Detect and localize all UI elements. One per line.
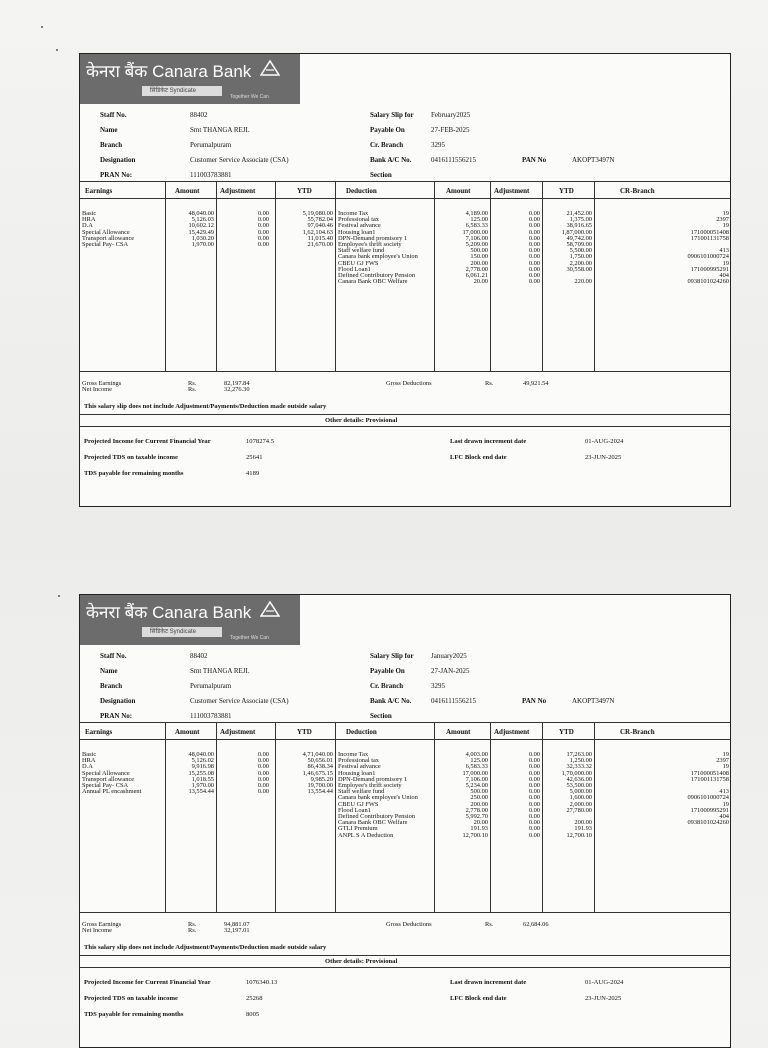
divider xyxy=(80,967,730,968)
th-ytd-deduction: YTD xyxy=(559,187,574,195)
section-label: Section xyxy=(370,171,392,179)
salary-slip-february xyxy=(79,53,731,507)
name-value: Smt THANGA REJI. xyxy=(190,667,250,675)
payable-on-value: 27-JAN-2025 xyxy=(431,667,470,675)
lfc-block-value: 23-JUN-2025 xyxy=(585,995,622,1002)
tds-remaining-value: 8005 xyxy=(246,1011,260,1018)
col-divider xyxy=(275,181,276,371)
bank-name: Canara Bank xyxy=(152,603,252,622)
gross-deductions-label: Gross Deductions xyxy=(386,380,432,387)
deduction-names: Income Tax Professional tax Festival advance Housing loan1 DPN-Demand promisory 1 Employee's thrift society Staff welfare fund Canara bank employee's Union CBEU GJ FWS Flood Loan1 Defined Contributory Pension Canara Bank OBC Welfare xyxy=(338,210,418,286)
rs-label-net: Rs. xyxy=(188,386,197,393)
th-amount: Amount xyxy=(175,728,200,736)
divider xyxy=(80,414,730,415)
branch-value: Perumalpuram xyxy=(190,141,232,149)
gross-earnings-value: 82,197.84 xyxy=(224,380,250,387)
rs-label: Rs. xyxy=(188,921,197,928)
disclaimer-text: This salary slip does not include Adjustment/Payments/Deduction made outside salary xyxy=(84,944,327,951)
bank-name: Canara Bank xyxy=(152,62,252,81)
th-adjustment-deduction: Adjustment xyxy=(494,728,530,736)
tds-remaining-value: 4189 xyxy=(246,470,260,477)
salary-slip-january xyxy=(79,594,731,1048)
rs-label-deductions: Rs. xyxy=(485,921,494,928)
syndicate-badge: सिंडिकेट Syndicate xyxy=(142,627,222,637)
syndicate-badge: सिंडिकेट Syndicate xyxy=(142,86,222,96)
th-amount-deduction: Amount xyxy=(446,728,471,736)
scan-speck xyxy=(56,49,58,51)
pran-label: PRAN No: xyxy=(100,171,133,179)
tds-remaining-label: TDS payable for remaining months xyxy=(84,1011,184,1018)
name-value: Smt THANGA REJI. xyxy=(190,126,250,134)
earnings-adjustments: 0.00 0.00 0.00 0.00 0.00 0.00 0.00 xyxy=(257,751,269,796)
cr-branch-value: 3295 xyxy=(431,141,445,149)
th-amount-deduction: Amount xyxy=(446,187,471,195)
designation-value: Customer Service Associate (CSA) xyxy=(190,697,289,705)
tds-remaining-label: TDS payable for remaining months xyxy=(84,470,184,477)
last-increment-value: 01-AUG-2024 xyxy=(585,438,624,445)
col-divider xyxy=(165,181,166,371)
pan-label: PAN No xyxy=(522,156,547,164)
deduction-names: Income Tax Professional tax Festival advance Housing loan1 DPN-Demand promisory 1 Employee's thrift society Staff welfare fund Canara bank employee's Union CBEU GJ FWS Flood Loan1 Defined Contributory Pension Canara Bank OBC Welfare GTLI Premium ANPL S A Deduction xyxy=(338,751,418,839)
disclaimer-text: This salary slip does not include Adjustment/Payments/Deduction made outside salary xyxy=(84,403,327,410)
canara-logo-icon xyxy=(260,60,280,76)
th-ytd: YTD xyxy=(297,728,312,736)
gross-deductions-value: 62,684.06 xyxy=(523,921,549,928)
divider xyxy=(80,426,730,427)
net-income-label: Net Income xyxy=(82,927,112,934)
projected-tds-value: 25641 xyxy=(246,454,263,461)
projected-tds-value: 25268 xyxy=(246,995,263,1002)
th-ytd-deduction: YTD xyxy=(559,728,574,736)
deduction-amounts: 4,189.00 125.00 6,583.33 17,000.00 7,106.00 5,209.00 500.00 150.00 200.00 2,778.00 6,061.21 20.00 xyxy=(462,210,488,286)
col-divider xyxy=(216,722,217,912)
th-adjustment-deduction: Adjustment xyxy=(494,187,530,195)
pan-label: PAN No xyxy=(522,697,547,705)
bank-header xyxy=(80,595,300,645)
last-increment-value: 01-AUG-2024 xyxy=(585,979,624,986)
gross-earnings-label: Gross Earnings xyxy=(82,380,122,387)
earnings-amounts: 48,040.00 5,126.02 9,916.98 15,255.08 1,018.55 1,970.00 13,554.44 xyxy=(188,751,214,796)
th-earnings: Earnings xyxy=(85,187,113,195)
deduction-adjustments: 0.00 0.00 0.00 0.00 0.00 0.00 0.00 0.00 0.00 0.00 0.00 0.00 xyxy=(528,210,540,286)
section-label: Section xyxy=(370,712,392,720)
gross-earnings-value: 94,881.07 xyxy=(224,921,250,928)
branch-value: Perumalpuram xyxy=(190,682,232,690)
rs-label: Rs. xyxy=(188,380,197,387)
th-deduction: Deduction xyxy=(346,728,377,736)
bank-header xyxy=(80,54,300,104)
designation-label: Designation xyxy=(100,697,136,705)
bank-slogan: Together We Can xyxy=(230,635,269,641)
rs-label-net: Rs. xyxy=(188,927,197,934)
pran-value: 111003783881 xyxy=(190,712,232,720)
pran-label: PRAN No: xyxy=(100,712,133,720)
lfc-block-value: 23-JUN-2025 xyxy=(585,454,622,461)
name-label: Name xyxy=(100,126,118,134)
scan-speck xyxy=(41,26,43,28)
th-amount: Amount xyxy=(175,187,200,195)
bank-logo-text xyxy=(86,59,251,82)
branch-label: Branch xyxy=(100,141,123,149)
cr-branch-label: Cr. Branch xyxy=(370,141,404,149)
salary-slip-for-value: January2025 xyxy=(431,652,467,660)
other-details-label: Other details: Provisional xyxy=(325,417,398,424)
th-adjustment: Adjustment xyxy=(220,187,256,195)
pan-value: AKOPT3497N xyxy=(572,697,615,705)
net-income-value: 32,276.30 xyxy=(224,386,250,393)
earnings-names: Basic HRA D.A Special Allowance Transport allowance Special Pay- CSA xyxy=(82,210,135,249)
gross-deductions-label: Gross Deductions xyxy=(386,921,432,928)
deduction-amounts: 4,003.00 125.00 6,583.33 17,000.00 7,106.00 5,234.00 500.00 250.00 200.00 2,778.00 5,992.70 20.00 191.93 12,700.10 xyxy=(462,751,488,839)
staff-no-label: Staff No. xyxy=(100,652,127,660)
lfc-block-label: LFC Block end date xyxy=(450,454,507,461)
cr-branch-label: Cr. Branch xyxy=(370,682,404,690)
col-divider xyxy=(275,722,276,912)
deduction-ytd: 21,452.00 1,375.00 38,916.65 1,87,000.00 49,742.00 58,709.00 5,500.00 1,750.00 2,200.00 30,558.00 220.00 xyxy=(561,210,592,286)
table-header-border xyxy=(80,739,730,740)
col-divider xyxy=(335,722,336,912)
gross-earnings-label: Gross Earnings xyxy=(82,921,122,928)
deduction-cr-branch: 19 2397 19 171000051408 171001131758 413 0906101000724 19 171000995291 404 0938101024260 xyxy=(687,751,729,827)
bank-name-hindi: केनरा बैंक xyxy=(86,603,148,622)
projected-income-label: Projected Income for Current Financial Year xyxy=(84,979,211,986)
bank-ac-label: Bank A/C No. xyxy=(370,697,412,705)
scan-speck xyxy=(58,595,60,597)
bank-ac-label: Bank A/C No. xyxy=(370,156,412,164)
projected-tds-label: Projected TDS on taxable income xyxy=(84,454,178,461)
gross-deductions-value: 49,921.54 xyxy=(523,380,549,387)
staff-no-value: 88402 xyxy=(190,111,208,119)
designation-label: Designation xyxy=(100,156,136,164)
payable-on-label: Payable On xyxy=(370,126,405,134)
net-income-label: Net Income xyxy=(82,386,112,393)
deduction-adjustments: 0.00 0.00 0.00 0.00 0.00 0.00 0.00 0.00 0.00 0.00 0.00 0.00 0.00 0.00 xyxy=(528,751,540,839)
bank-name-hindi: केनरा बैंक xyxy=(86,62,148,81)
th-cr-branch: CR-Branch xyxy=(620,187,655,195)
th-earnings: Earnings xyxy=(85,728,113,736)
table-top-border xyxy=(80,181,730,182)
salary-slip-for-label: Salary Slip for xyxy=(370,652,414,660)
deduction-cr-branch: 19 2397 19 171000051408 171001131758 413 0906101000724 19 171000995291 404 0938101024260 xyxy=(687,210,729,286)
col-divider xyxy=(216,181,217,371)
earnings-ytd: 5,19,080.00 55,782.04 97,040.46 1,62,104.63 11,015.40 21,670.00 xyxy=(302,210,333,249)
pan-value: AKOPT3497N xyxy=(572,156,615,164)
th-deduction: Deduction xyxy=(346,187,377,195)
salary-slip-for-value: February2025 xyxy=(431,111,471,119)
staff-no-value: 88402 xyxy=(190,652,208,660)
table-bottom-border xyxy=(80,912,730,913)
col-divider xyxy=(335,181,336,371)
earnings-adjustments: 0.00 0.00 0.00 0.00 0.00 0.00 xyxy=(257,210,269,249)
name-label: Name xyxy=(100,667,118,675)
other-details-label: Other details: Provisional xyxy=(325,958,398,965)
earnings-ytd: 4,71,040.00 50,656.01 86,438.34 1,46,675.15 9,985.20 19,700.00 13,554.44 xyxy=(302,751,333,796)
bank-slogan: Together We Can xyxy=(230,94,269,100)
table-bottom-border xyxy=(80,371,730,372)
deduction-ytd: 17,263.00 1,250.00 32,333.32 1,70,000.00 42,636.00 53,500.00 5,000.00 1,600.00 2,000.00 27,780.00 200.00 191.93 12,700.10 xyxy=(561,751,592,839)
lfc-block-label: LFC Block end date xyxy=(450,995,507,1002)
cr-branch-value: 3295 xyxy=(431,682,445,690)
bank-logo-text xyxy=(86,600,251,623)
table-top-border xyxy=(80,722,730,723)
projected-income-value: 1076340.13 xyxy=(246,979,278,986)
designation-value: Customer Service Associate (CSA) xyxy=(190,156,289,164)
earnings-amounts: 48,040.00 5,126.03 10,602.12 15,429.49 1,030.20 1,970.00 xyxy=(188,210,214,249)
net-income-value: 32,197.01 xyxy=(224,927,250,934)
last-increment-label: Last drawn increment date xyxy=(450,979,527,986)
salary-slip-for-label: Salary Slip for xyxy=(370,111,414,119)
last-increment-label: Last drawn increment date xyxy=(450,438,527,445)
th-ytd: YTD xyxy=(297,187,312,195)
bank-ac-value: 0416111556215 xyxy=(431,697,476,705)
bank-ac-value: 0416111556215 xyxy=(431,156,476,164)
payable-on-value: 27-FEB-2025 xyxy=(431,126,470,134)
divider xyxy=(80,955,730,956)
staff-no-label: Staff No. xyxy=(100,111,127,119)
payable-on-label: Payable On xyxy=(370,667,405,675)
th-cr-branch: CR-Branch xyxy=(620,728,655,736)
earnings-names: Basic HRA D.A Special Allowance Transport allowance Special Pay- CSA Annual PL encashment xyxy=(82,751,142,796)
projected-income-label: Projected Income for Current Financial Year xyxy=(84,438,211,445)
pran-value: 111003783881 xyxy=(190,171,232,179)
canara-logo-icon xyxy=(260,601,280,617)
table-header-border xyxy=(80,198,730,199)
col-divider xyxy=(165,722,166,912)
projected-tds-label: Projected TDS on taxable income xyxy=(84,995,178,1002)
projected-income-value: 1078274.5 xyxy=(246,438,275,445)
branch-label: Branch xyxy=(100,682,123,690)
rs-label-deductions: Rs. xyxy=(485,380,494,387)
th-adjustment: Adjustment xyxy=(220,728,256,736)
